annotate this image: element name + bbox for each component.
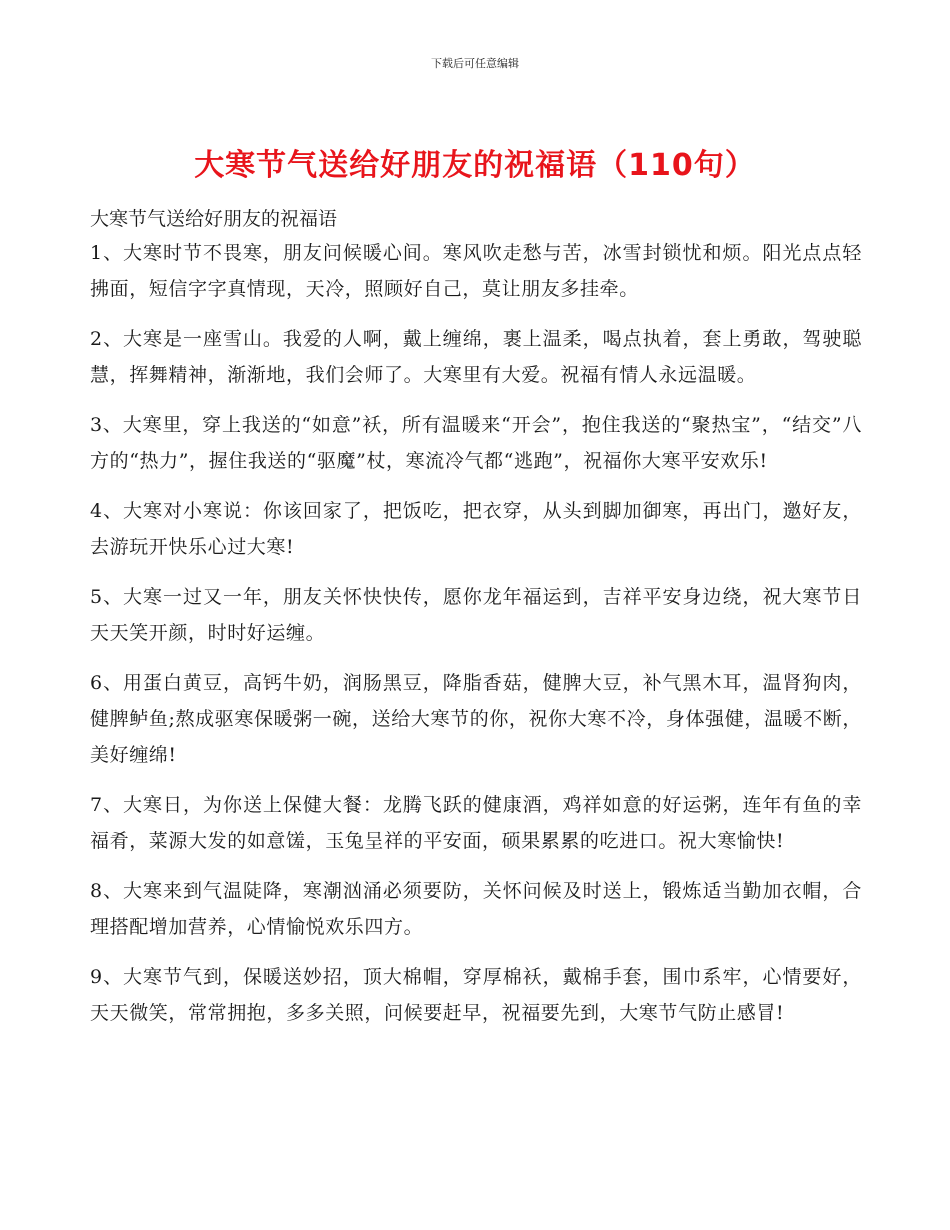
greeting-item-3: 3、大寒里，穿上我送的“如意”袄，所有温暖来“开会”，抱住我送的“聚热宝”，“结交”八方的“热力”，握住我送的“驱魔”杖，寒流冷气都“逃跑”，祝福你大寒平安欢乐! [90,414,862,472]
document-title: 大寒节气送给好朋友的祝福语（110句） [194,148,756,183]
greeting-item-2: 2、大寒是一座雪山。我爱的人啊，戴上缠绵，裹上温柔，喝点执着，套上勇敢，驾驶聪慧，挥舞精神，渐渐地，我们会师了。大寒里有大爱。祝福有情人永远温暖。 [90,328,862,386]
greeting-item-4: 4、大寒对小寒说：你该回家了，把饭吃，把衣穿，从头到脚加御寒，再出门，邀好友，去游玩开快乐心过大寒! [90,500,862,558]
greeting-item-5: 5、大寒一过又一年，朋友关怀快快传，愿你龙年福运到，吉祥平安身边绕，祝大寒节日天天笑开颜，时时好运缠。 [90,586,862,644]
header-note: 下载后可任意编辑 [431,57,519,70]
greeting-item-9: 9、大寒节气到，保暖送妙招，顶大棉帽，穿厚棉袄，戴棉手套，围巾系牢，心情要好，天天微笑，常常拥抱，多多关照，问候要赶早，祝福要先到，大寒节气防止感冒! [90,966,862,1024]
greeting-item-7: 7、大寒日，为你送上保健大餐：龙腾飞跃的健康酒，鸡祥如意的好运粥，连年有鱼的幸福肴，菜源大发的如意馐，玉兔呈祥的平安面，硕果累累的吃进口。祝大寒愉快! [90,794,862,852]
greeting-item-1: 1、大寒时节不畏寒，朋友问候暖心间。寒风吹走愁与苦，冰雪封锁忧和烦。阳光点点轻拂面，短信字字真情现，天冷，照顾好自己，莫让朋友多挂牵。 [90,242,862,300]
document-body [90,205,862,1045]
greeting-item-6: 6、用蛋白黄豆，高钙牛奶，润肠黑豆，降脂香菇，健脾大豆，补气黑木耳，温肾狗肉，健脾鲈鱼;熬成驱寒保暖粥一碗，送给大寒节的你，祝你大寒不冷，身体强健，温暖不断，美好缠绵! [90,672,862,766]
document-subtitle: 大寒节气送给好朋友的祝福语 [90,208,338,230]
greeting-item-8: 8、大寒来到气温陡降，寒潮汹涌必须要防，关怀问候及时送上，锻炼适当勤加衣帽，合理搭配增加营养，心情愉悦欢乐四方。 [90,880,862,938]
